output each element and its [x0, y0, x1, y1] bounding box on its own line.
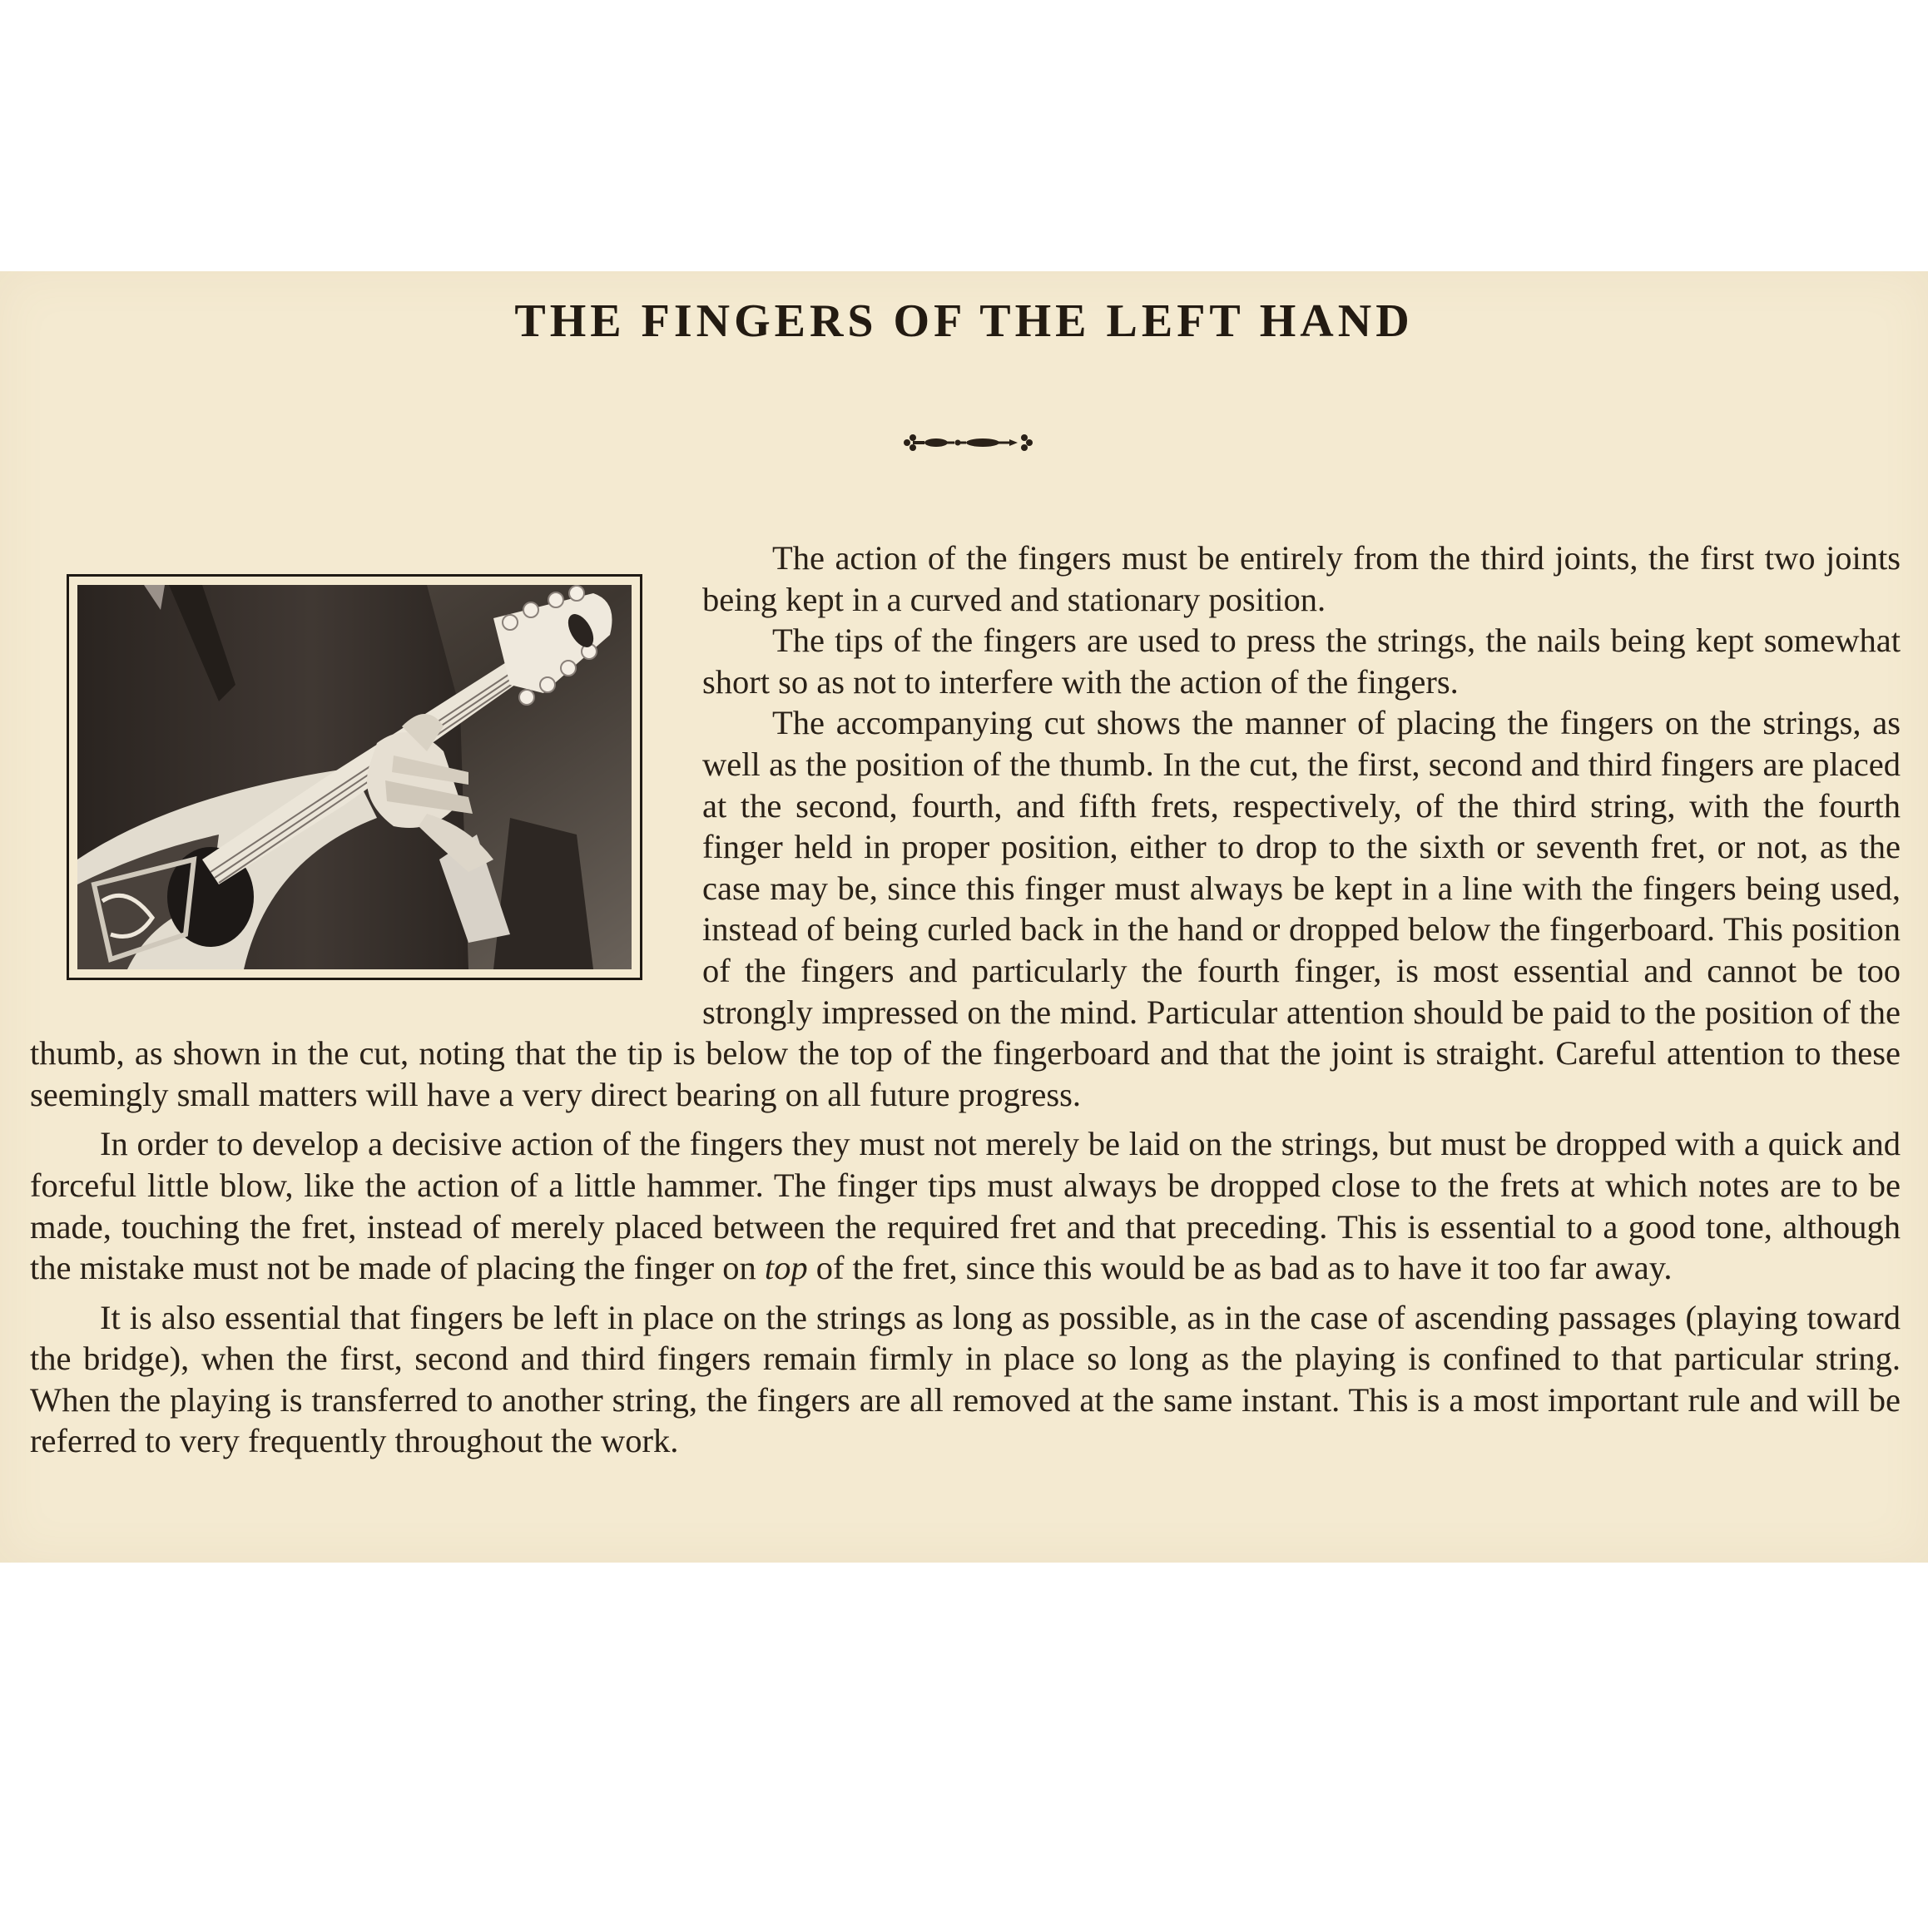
emphasis-text: top — [764, 1249, 808, 1287]
paragraph: The action of the fingers must be entirely from the third joints, the first two joints being kept in a curved and stationary position. — [702, 539, 1901, 618]
paragraph-text: of the fret, since this would be as bad as to have it too far away. — [807, 1249, 1673, 1287]
paragraph-text: In order to develop a decisive action of the fingers they must not merely be laid on the strings, but must be dropped with a quick and forceful little blow, like the action of a little hammer. The finger tips must always be dropped close to the frets at which notes are to be made, touching the fret, instead of merely placed between the required fret and that preceding. This is essential to a good tone, although the mistake must not be made of placing the finger on — [30, 1125, 1901, 1287]
illustration-wrap-space — [30, 537, 702, 1030]
paragraph: The accompanying cut shows the manner of placing the fingers on the strings, as well as the position of the thumb. In the cut, the first, second and third fingers are placed at the second, fourth, and fifth frets, respectively, of the third string, with the fourth finger held in proper position, either to drop to the sixth or seventh fret, or not, as the case may be, since this finger must always be kept in a line with the fingers being used, instead of being curled back in the hand or dropped below the fingerboard. This position of the fingers and particularly the fourth finger, is most essential and cannot be too strongly impressed on the mind. Particular attention should be paid to the position of the thumb, as shown in the cut, noting that the tip is below the top of the fingerboard and that the joint is straight. Careful attention to these seemingly small matters will have a very direct bearing on all future progress. — [30, 704, 1901, 1113]
page-title: THE FINGERS OF THE LEFT HAND — [514, 295, 1414, 347]
book-page — [0, 271, 1928, 1563]
paragraph: The tips of the fingers are used to press the strings, the nails being kept somewhat short so as not to interfere with the action of the fingers. — [702, 622, 1901, 701]
paragraph: It is also essential that fingers be left in place on the strings as long as possible, as in the case of ascending passages (playing toward the bridge), when the first, second and third fingers remain firmly in place so long as the playing is confined to that particular string. When the playing is transferred to another string, the fingers are all removed at the same instant. This is a most important rule and will be referred to very frequently throughout the work. — [30, 1298, 1901, 1460]
body-text — [30, 537, 1901, 1462]
decorative-ornament-icon — [903, 426, 1036, 459]
paragraph — [30, 1123, 1901, 1288]
